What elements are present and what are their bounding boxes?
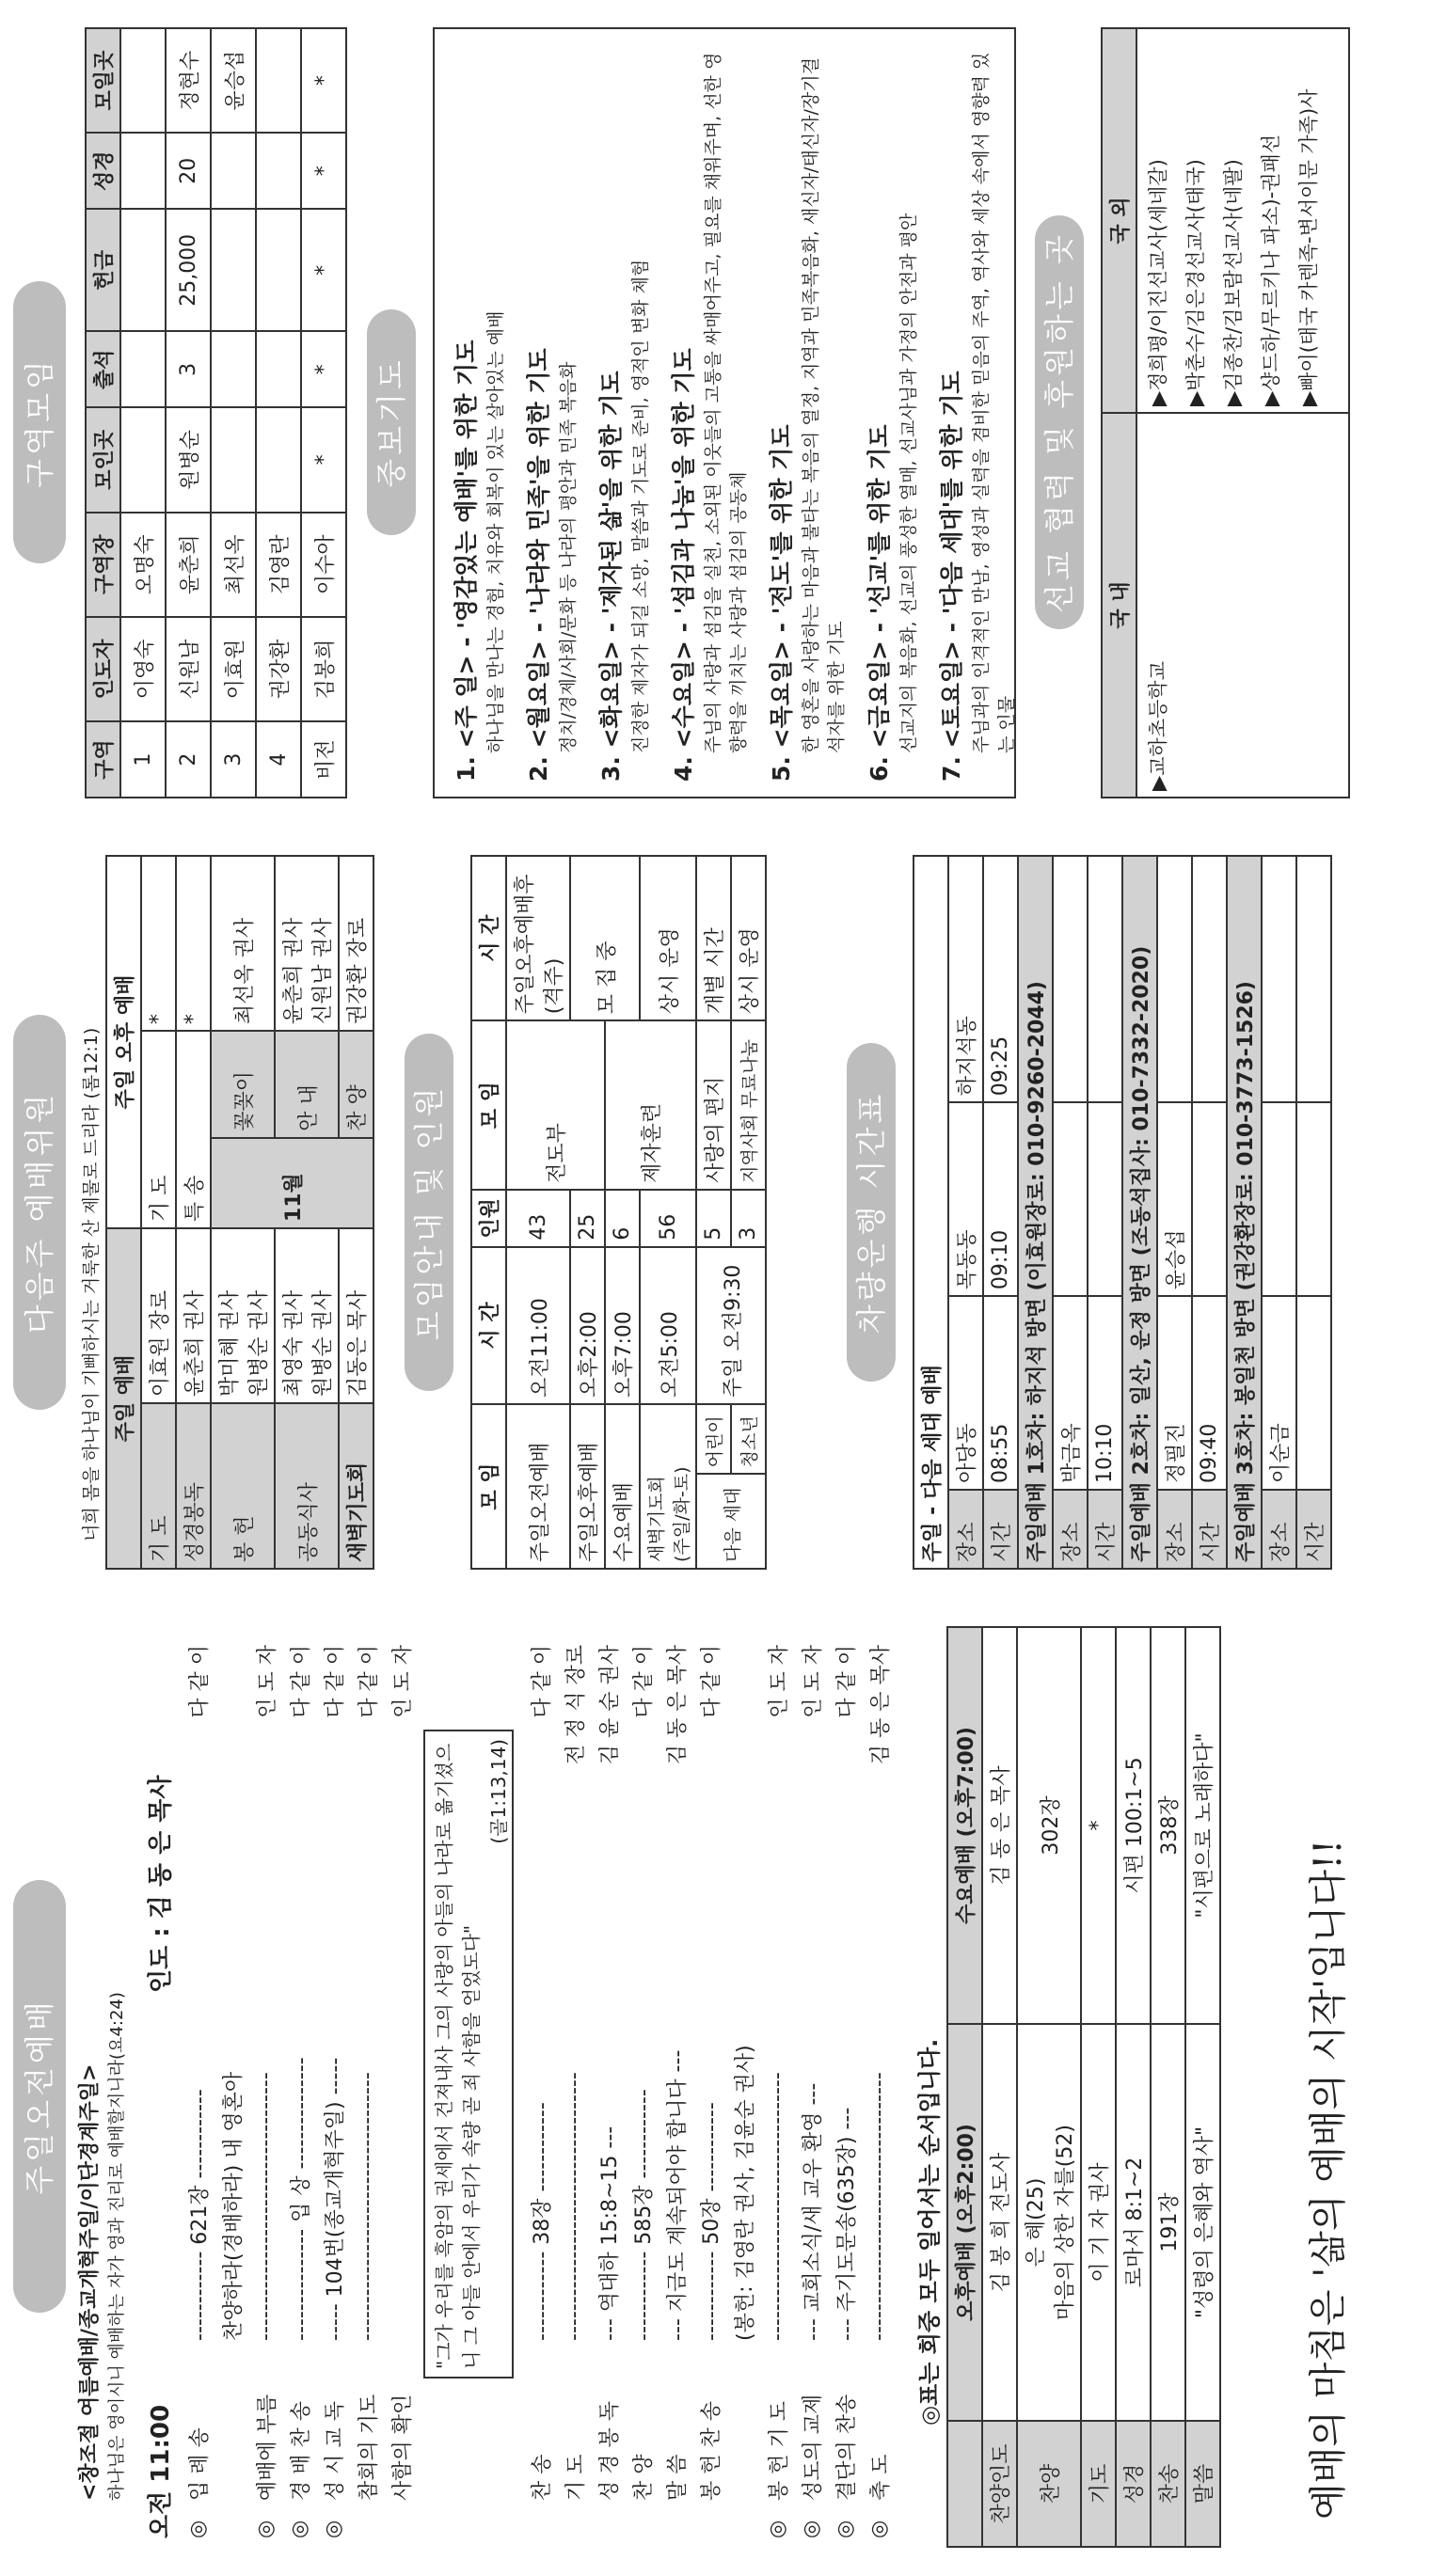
cell: 청소년 bbox=[731, 1404, 766, 1474]
person: 윤춘희 권사 bbox=[176, 1228, 211, 1403]
order-who: 인 도 자 bbox=[255, 1645, 279, 1718]
order-row bbox=[214, 1636, 248, 2538]
col-meeting: 모 임 bbox=[471, 1020, 506, 1190]
order-who: 인 도 자 bbox=[767, 1645, 791, 1718]
role: 기 도 bbox=[141, 1031, 176, 1228]
order-mark: ◎ bbox=[833, 2520, 857, 2538]
cell: 주일오후예배후 (격주) bbox=[506, 856, 570, 1020]
committee-verse: 너희 몸을 하나님이 기뻐하시는 거룩한 산 제물로 드리라 (롬12:1) bbox=[81, 1027, 102, 1541]
cell-group-cell bbox=[120, 28, 166, 133]
cell-group-cell bbox=[211, 407, 256, 512]
order-content: ------------ 50장 ------------ bbox=[699, 2102, 723, 2341]
order-row bbox=[659, 1636, 692, 2538]
prayer-title: 3. <화요일> - '제자된 삶'을 위한 기도 bbox=[597, 371, 625, 782]
cell-group-cell: 4 bbox=[256, 721, 301, 798]
order-who: 다 같 이 bbox=[530, 1645, 554, 1718]
cell-group-head: 구역장 bbox=[86, 513, 120, 617]
cell-group-cell: 정현수 bbox=[166, 28, 211, 133]
order-mark: ◎ bbox=[799, 2520, 823, 2538]
prayer-detail: 하나님을 만나는 경험, 치유와 회복이 있는 살아있는 예배 bbox=[485, 310, 506, 753]
cell-group-cell: * bbox=[301, 331, 346, 407]
svc-cell: 은 혜(25) 마음의 상한 자를(52) bbox=[1017, 2024, 1081, 2421]
order-mark: ◎ bbox=[321, 2520, 345, 2538]
cell: 주일오전예배 bbox=[506, 1404, 570, 1569]
cell: 오전11:00 bbox=[506, 1247, 570, 1404]
cell-group-cell: 최선옥 bbox=[211, 513, 256, 617]
role: 꽃꽂이 bbox=[211, 1031, 275, 1138]
svc-cell: 기도 bbox=[1081, 2421, 1116, 2547]
bus-cell bbox=[1192, 1102, 1227, 1296]
bus-cell: 하지석동 bbox=[948, 856, 983, 1102]
order-item: 입 례 송 bbox=[187, 2427, 212, 2501]
person: 최선옥 권사 bbox=[211, 856, 275, 1031]
order-row bbox=[384, 1636, 418, 2538]
cell: 주일오후예배 bbox=[570, 1404, 605, 1569]
cell-group-cell: * bbox=[301, 28, 346, 133]
bus-route-title: 주일예배 3호차: 봉일천 방면 (권강환장로: 010-3773-1526) bbox=[1227, 856, 1262, 1569]
cell: 오후2:00 bbox=[570, 1247, 605, 1404]
order-item: 참회의 기도 bbox=[357, 2394, 381, 2501]
svc-cell: 302장 bbox=[1017, 1627, 1081, 2024]
order-row bbox=[760, 1636, 794, 2538]
svc-head bbox=[947, 2421, 982, 2547]
role: 찬 양 bbox=[339, 1031, 373, 1138]
subtitle: <창조절 여름예배/종교개혁주일/이단경계주일> bbox=[78, 2063, 102, 2501]
cell-group-cell: 25,000 bbox=[166, 209, 211, 331]
col-overseas: 국 외 bbox=[1102, 28, 1136, 413]
order-row bbox=[316, 1636, 350, 2538]
person: 권강환 장로 bbox=[339, 856, 373, 1031]
role: 특 송 bbox=[176, 1031, 211, 1228]
order-item: 예배에 부름 bbox=[255, 2394, 279, 2501]
cell-group-cell bbox=[256, 133, 301, 209]
verse: 하나님은 영이시니 예배하는 자가 영과 진리로 예배할지니라(요4:24) bbox=[107, 1992, 127, 2501]
order-list-2 bbox=[523, 1636, 896, 2538]
order-mark: ◎ bbox=[866, 2520, 891, 2538]
svc-cell: 성경 bbox=[1116, 2421, 1151, 2547]
mission-item: ▶샹드하/무르키나 파소)-권패선 bbox=[1260, 134, 1282, 406]
order-who: 김 동 은 목사 bbox=[868, 1645, 893, 1765]
bus-cell: 09:25 bbox=[983, 856, 1018, 1102]
cell-group-cell bbox=[256, 407, 301, 512]
cell: 오후7:00 bbox=[605, 1247, 640, 1404]
order-mark: ◎ bbox=[185, 2520, 210, 2538]
cell-group-cell: 3 bbox=[166, 331, 211, 407]
cell-group-cell: * bbox=[301, 209, 346, 331]
bus-cell: 장소 bbox=[948, 1490, 983, 1569]
bus-route-title: 주일예배 1호차: 하지석 방면 (이효원장로: 010-9260-2044) bbox=[1018, 856, 1053, 1569]
month-label: 11월 bbox=[211, 1138, 373, 1228]
cell-group-head: 헌금 bbox=[86, 209, 120, 331]
cell-group-cell bbox=[256, 331, 301, 407]
bus-cell bbox=[1088, 856, 1122, 1102]
role: 공동식사 bbox=[275, 1403, 339, 1569]
bus-cell: 목동동 bbox=[948, 1102, 983, 1296]
bus-cell: 아당동 bbox=[948, 1296, 983, 1490]
cell-group-head: 모일곳 bbox=[86, 28, 120, 133]
cell: 43 bbox=[506, 1190, 570, 1247]
prayer-detail: 정치/경제/사회/문화 등 나라의 평안과 민족 복음화 bbox=[558, 361, 579, 753]
order-content: ----- 104번(종교개혁주일) ----- bbox=[323, 2057, 347, 2341]
order-who: 다 같 이 bbox=[834, 1645, 859, 1718]
order-who: 다 같 이 bbox=[187, 1645, 212, 1718]
bus-cell bbox=[1296, 1102, 1331, 1296]
cell-group-cell: 윤승섭 bbox=[211, 28, 256, 133]
order-content: ------------------------------------ bbox=[765, 2072, 789, 2341]
bus-cell: 09:40 bbox=[1192, 1296, 1227, 1490]
bus-cell: 시간 bbox=[1192, 1490, 1227, 1569]
cell-group-cell: 이효원 bbox=[211, 617, 256, 721]
cell: 오전5:00 bbox=[640, 1247, 696, 1404]
cell-group-cell: 오명숙 bbox=[120, 513, 166, 617]
cell-group-head: 구역 bbox=[86, 721, 120, 798]
role: 안 내 bbox=[275, 1031, 339, 1138]
order-content: --- 교회소식/새 교우 환영 --- bbox=[801, 2082, 825, 2341]
cell: 사랑의 편지 bbox=[696, 1020, 731, 1190]
cell-group-cell: 3 bbox=[211, 721, 256, 798]
cell-group-cell: 김영란 bbox=[256, 513, 301, 617]
svc-cell: 찬송 bbox=[1151, 2421, 1185, 2547]
cell-group-cell: 1 bbox=[120, 721, 166, 798]
cell-group-cell: 2 bbox=[166, 721, 211, 798]
cell-group-head: 출석 bbox=[86, 331, 120, 407]
cell-group-cell bbox=[120, 209, 166, 331]
svc-cell: 김 동 은 목사 bbox=[982, 1627, 1017, 2024]
svc-cell: 로마서 8:1~2 bbox=[1116, 2024, 1151, 2421]
order-item: 축 도 bbox=[868, 2454, 893, 2501]
bus-cell: 시간 bbox=[1088, 1490, 1122, 1569]
order-item: 봉 헌 찬 송 bbox=[699, 2401, 723, 2501]
order-who: 김 윤 순 권사 bbox=[597, 1645, 622, 1765]
order-who: 인 도 자 bbox=[801, 1645, 825, 1718]
cell-group-cell: * bbox=[301, 133, 346, 209]
cell-group-table bbox=[85, 27, 347, 798]
cell: 주일 오전9:30 bbox=[696, 1247, 766, 1404]
cell-group-head: 모인곳 bbox=[86, 407, 120, 512]
mission-item: ▶빠이(태국 카렌족-변서이문 가족)사 bbox=[1297, 88, 1320, 406]
prayer-detail: 선교지의 복음화, 선교의 풍성한 열매, 선교사님과 가정의 안전과 평안 bbox=[898, 213, 919, 753]
person: 최영숙 권사 원병순 권사 bbox=[275, 1228, 339, 1403]
svc-cell: 찬양인도 bbox=[982, 2421, 1017, 2547]
order-row bbox=[828, 1636, 862, 2538]
cell-group-head: 인도자 bbox=[86, 617, 120, 721]
person: 김동은 목사 bbox=[339, 1228, 373, 1403]
bus-cell: 장소 bbox=[1053, 1490, 1088, 1569]
cell: 6 bbox=[605, 1190, 640, 1247]
prayer-title: 4. <수요일> - '섬김과 나눔'을 위한 기도 bbox=[670, 348, 697, 782]
order-content: --- 지금도 계속되어야 합니다 --- bbox=[665, 2049, 690, 2341]
domestic-list bbox=[1136, 413, 1349, 798]
svc-cell: 김 봉 희 전도사 bbox=[982, 2024, 1017, 2421]
col-time: 시 간 bbox=[471, 1247, 506, 1404]
cell-group-cell: 신원남 bbox=[166, 617, 211, 721]
order-row bbox=[523, 1636, 557, 2538]
order-who: 다 같 이 bbox=[323, 1645, 347, 1718]
role: 성경봉독 bbox=[176, 1403, 211, 1569]
cell-group-cell: 김봉희 bbox=[301, 617, 346, 721]
order-content: ------------------------------------ bbox=[253, 2072, 278, 2341]
cell: 상시 운영 bbox=[640, 856, 696, 1020]
svc-cell: * bbox=[1081, 1627, 1116, 2024]
absolution-ref: (골1:13,14) bbox=[487, 1739, 510, 1844]
order-item: 봉 헌 기 도 bbox=[767, 2401, 791, 2501]
order-who: 다 같 이 bbox=[699, 1645, 723, 1718]
order-content: ------------------------------------ bbox=[355, 2072, 379, 2341]
prayer-title: 2. <월요일> - '나라와 민족'을 위한 기도 bbox=[525, 348, 552, 782]
absolution-text: "그가 우리를 흑암의 권세에서 건져내사 그의 사랑의 아들의 나라로 옮기셨으니 그 아들 안에서 우리가 속량 곧 죄 사함을 얻었도다" bbox=[433, 1743, 483, 2369]
cell: 새벽기도회 (주일/화-토) bbox=[640, 1404, 696, 1569]
cell-group-cell: 권강환 bbox=[256, 617, 301, 721]
col-time: 시 간 bbox=[471, 856, 506, 1020]
cell-group-cell: 이영숙 bbox=[120, 617, 166, 721]
bus-cell: 박금옥 bbox=[1053, 1296, 1088, 1490]
mission-item: ▶김종찬/김보람선교사(네팔) bbox=[1222, 159, 1245, 406]
cell: 전도부 bbox=[506, 1020, 605, 1190]
svc-cell: "성령의 은혜와 역사" bbox=[1185, 2024, 1220, 2421]
svc-cell: 338장 bbox=[1151, 1627, 1185, 2024]
order-content: --- 역대하 15:8~15 --- bbox=[597, 2126, 622, 2341]
order-item: 말 씀 bbox=[665, 2454, 690, 2501]
order-row bbox=[282, 1636, 316, 2538]
bus-cell: 08:55 bbox=[983, 1296, 1018, 1490]
order-item: 성 시 교 독 bbox=[323, 2401, 347, 2501]
afternoon-services-table bbox=[946, 1626, 1221, 2548]
order-row bbox=[248, 1636, 282, 2538]
cell-group-cell: 이수아 bbox=[301, 513, 346, 617]
bus-cell bbox=[1053, 856, 1088, 1102]
cell-group-cell: * bbox=[301, 407, 346, 512]
mission-item: ▶정희평/이진선교사(세네갈) bbox=[1147, 159, 1169, 406]
leader: 인도 : 김 동 은 목사 bbox=[147, 1775, 175, 1993]
bus-cell: 09:10 bbox=[983, 1102, 1018, 1296]
cell: 지역사회 무료나눔 bbox=[731, 1020, 766, 1190]
next-week-title: 다음주 예배위원 bbox=[13, 1015, 66, 1410]
worship-order-panel bbox=[0, 1607, 1430, 2557]
cell: 모 집 중 bbox=[570, 856, 640, 1020]
prayer-title: 1. <주 일> - '영감있는 예배'를 위한 기도 bbox=[453, 340, 480, 782]
cell: 다음 세대 bbox=[696, 1474, 766, 1569]
order-content: 찬양하라(경배하라) 내 영혼아 bbox=[221, 2071, 246, 2341]
cell-group-cell bbox=[256, 209, 301, 331]
order-row bbox=[350, 1636, 384, 2538]
cell-group-cell: 비전 bbox=[301, 721, 346, 798]
prayer-title: 6. <금요일> - '선교'를 위한 기도 bbox=[866, 424, 893, 782]
closing-message: 예배의 마침은 '삶의 예배의 시작'입니다!! bbox=[1307, 1839, 1350, 2520]
role: 새벽기도회 bbox=[339, 1403, 373, 1569]
bus-cell bbox=[1296, 1296, 1331, 1490]
prayer-title: 7. <토요일> - '다음 세대'를 위한 기도 bbox=[938, 371, 965, 782]
mission-table bbox=[1101, 27, 1350, 798]
cell-group-cell: 윤춘희 bbox=[166, 513, 211, 617]
bus-cell bbox=[1262, 856, 1296, 1102]
col-meeting: 모 임 bbox=[471, 1404, 506, 1569]
bus-cell bbox=[1262, 1102, 1296, 1296]
order-item: 사함의 확인 bbox=[390, 2394, 415, 2501]
order-who: 김 동 은 목사 bbox=[665, 1645, 690, 1765]
meetings-table bbox=[470, 855, 767, 1570]
order-row bbox=[692, 1636, 726, 2538]
cell-group-head: 성경 bbox=[86, 133, 120, 209]
order-row bbox=[591, 1636, 625, 2538]
col-count: 인원 bbox=[471, 1190, 506, 1247]
order-who: 다 같 이 bbox=[631, 1645, 656, 1718]
order-content: ------------ 585장 ------------ bbox=[631, 2089, 656, 2341]
bus-cell: 시간 bbox=[1296, 1490, 1331, 1569]
cell: 상시 운영 bbox=[731, 856, 766, 1020]
committee-table bbox=[105, 855, 374, 1570]
cell: 어린이 bbox=[696, 1404, 731, 1474]
panel-title: 주일오전예배 bbox=[13, 1880, 66, 2313]
cell-group-cell: 원병순 bbox=[166, 407, 211, 512]
bus-cell bbox=[1157, 856, 1192, 1102]
cell-group-cell bbox=[211, 331, 256, 407]
standing-note: ◎표는 회중 모두 일어서는 순서입니다. bbox=[916, 2038, 943, 2426]
order-item: 성 경 봉 독 bbox=[597, 2401, 622, 2501]
person: 윤춘희 권사 신원남 권사 bbox=[275, 856, 339, 1031]
svc-cell: "시편으로 노래하다" bbox=[1185, 1627, 1220, 2024]
person: * bbox=[176, 856, 211, 1031]
order-mark: ◎ bbox=[287, 2520, 311, 2538]
cell: 25 bbox=[570, 1190, 605, 1247]
prayer-detail: 한 영혼을 사랑하는 마음과 불타는 복음의 열정, 지역과 민족복음화, 새신자/태신자/장기결석자를 위한 기도 bbox=[801, 57, 847, 753]
bus-cell: 시간 bbox=[983, 1490, 1018, 1569]
committee-panel bbox=[0, 827, 1430, 1598]
order-content: ------------------------------------ bbox=[866, 2072, 891, 2341]
svc-cell: 찬양 bbox=[1017, 2421, 1081, 2547]
cell: 3 bbox=[731, 1190, 766, 1247]
bus-cell bbox=[1088, 1102, 1122, 1296]
order-row bbox=[181, 1636, 214, 2538]
prayer-detail: 진정한 제자가 되길 소망, 말씀과 기도로 준비, 영적인 변화 체험 bbox=[630, 259, 651, 753]
person: * bbox=[141, 856, 176, 1031]
order-content: ------------ 621장 ------------ bbox=[187, 2089, 212, 2341]
cell: 개별 시간 bbox=[696, 856, 731, 1020]
bus-cell: 장소 bbox=[1262, 1490, 1296, 1569]
prayer-title: 중보기도 bbox=[367, 309, 416, 535]
col-afternoon: 주일 오후 예배 bbox=[106, 856, 141, 1228]
cell-group-cell bbox=[120, 133, 166, 209]
cell: 제자훈련 bbox=[605, 1020, 696, 1190]
order-row bbox=[794, 1636, 828, 2538]
order-row bbox=[726, 1636, 760, 2538]
overseas-list bbox=[1136, 28, 1349, 413]
col-domestic: 국 내 bbox=[1102, 413, 1136, 798]
svc-cell: 이 기 자 권사 bbox=[1081, 2024, 1116, 2421]
mission-item: ▶박춘수/김은경선교사(태국) bbox=[1184, 159, 1207, 406]
bus-cell: 이순금 bbox=[1262, 1296, 1296, 1490]
role: 봉 헌 bbox=[211, 1403, 275, 1569]
bus-cell: 장소 bbox=[1157, 1490, 1192, 1569]
cell-group-title: 구역모임 bbox=[13, 281, 66, 563]
order-mark: ◎ bbox=[253, 2520, 278, 2538]
bus-cell: 정필진 bbox=[1157, 1296, 1192, 1490]
order-item: 성도의 교제 bbox=[801, 2394, 825, 2501]
bus-cell bbox=[1053, 1102, 1088, 1296]
order-who: 전 정 식 장로 bbox=[564, 1645, 588, 1765]
bus-cell bbox=[1192, 856, 1227, 1102]
order-item: 결단의 찬송 bbox=[834, 2394, 859, 2501]
cell-group-panel bbox=[0, 8, 1430, 817]
svc-cell: 말씀 bbox=[1185, 2421, 1220, 2547]
meetings-title: 모임안내 및 인원 bbox=[405, 1034, 453, 1391]
order-list-1 bbox=[181, 1636, 418, 2538]
cell-group-cell bbox=[211, 209, 256, 331]
col-morning: 주일 예배 bbox=[106, 1228, 141, 1569]
bus-schedule-table bbox=[913, 855, 1332, 1570]
svc-cell: 191장 bbox=[1151, 2024, 1185, 2421]
cell-group-cell bbox=[120, 407, 166, 512]
order-who: 인 도 자 bbox=[390, 1645, 415, 1718]
cell-group-cell: 20 bbox=[166, 133, 211, 209]
prayer-detail: 주님의 사랑과 섬김을 실천, 소외된 이웃들의 고통을 싸매어주고, 필요를 채워주며, 선한 영향력을 끼치는 사랑과 섬김의 공동체 bbox=[703, 52, 749, 753]
order-row bbox=[862, 1636, 896, 2538]
cell: 5 bbox=[696, 1190, 731, 1247]
person: 이효원 장로 bbox=[141, 1228, 176, 1403]
order-mark: ◎ bbox=[765, 2520, 789, 2538]
prayer-title: 5. <목요일> - '전도'를 위한 기도 bbox=[768, 424, 795, 782]
cell: 56 bbox=[640, 1190, 696, 1247]
order-item: 찬 양 bbox=[631, 2454, 656, 2501]
order-item: 기 도 bbox=[564, 2454, 588, 2501]
cell-group-cell bbox=[256, 28, 301, 133]
order-content: ------------ 38장 ------------ bbox=[530, 2102, 554, 2341]
svc-head: 수요예배 (오후7:00) bbox=[947, 1627, 982, 2024]
bus-route-title: 주일예배 2호차: 일산, 운정 방면 (조동석집사: 010-7332-2020) bbox=[1122, 856, 1157, 1569]
mission-item: ▶교하초등학교 bbox=[1147, 661, 1169, 791]
bus-route-title: 주일 - 다음 세대 예배 bbox=[914, 856, 948, 1569]
order-content: (봉헌: 김영란 권사, 김윤순 권사) bbox=[733, 2045, 757, 2341]
absolution-box bbox=[423, 1730, 514, 2378]
order-content: --------------- 입 상 --------------- bbox=[289, 2057, 313, 2341]
bus-cell: 윤승섭 bbox=[1157, 1102, 1192, 1296]
order-row bbox=[557, 1636, 591, 2538]
cell-group-cell bbox=[211, 133, 256, 209]
order-item: 경 배 찬 송 bbox=[289, 2401, 313, 2501]
order-who: 다 같 이 bbox=[289, 1645, 313, 1718]
prayer-detail: 주님과의 인격적인 만남, 영성과 실력을 겸비한 믿음의 주역, 역사와 세상 속에서 영향력 있는 인물 bbox=[971, 52, 1017, 753]
svc-head: 오후예배 (오후2:00) bbox=[947, 2024, 982, 2421]
cell-group-cell bbox=[120, 331, 166, 407]
person: 박미혜 권사 원병순 권사 bbox=[211, 1228, 275, 1403]
svc-cell: 시편 100:1~5 bbox=[1116, 1627, 1151, 2024]
order-who: 다 같 이 bbox=[357, 1645, 381, 1718]
order-item: 찬 송 bbox=[530, 2454, 554, 2501]
prayer-box bbox=[433, 27, 1016, 798]
cell: 수요예배 bbox=[605, 1404, 640, 1569]
service-time: 오전 11:00 bbox=[147, 2404, 175, 2538]
bus-cell bbox=[1296, 856, 1331, 1102]
bus-title: 차량운행 시간표 bbox=[847, 1043, 896, 1382]
bus-cell: 10:10 bbox=[1088, 1296, 1122, 1490]
order-row bbox=[625, 1636, 659, 2538]
order-content: ------------------------------------ bbox=[562, 2072, 586, 2341]
role: 기 도 bbox=[141, 1403, 176, 1569]
order-content: --- 주기도문송(635장) --- bbox=[834, 2107, 859, 2341]
mission-title: 선교 협력 및 후원하는 곳 bbox=[1035, 215, 1084, 629]
